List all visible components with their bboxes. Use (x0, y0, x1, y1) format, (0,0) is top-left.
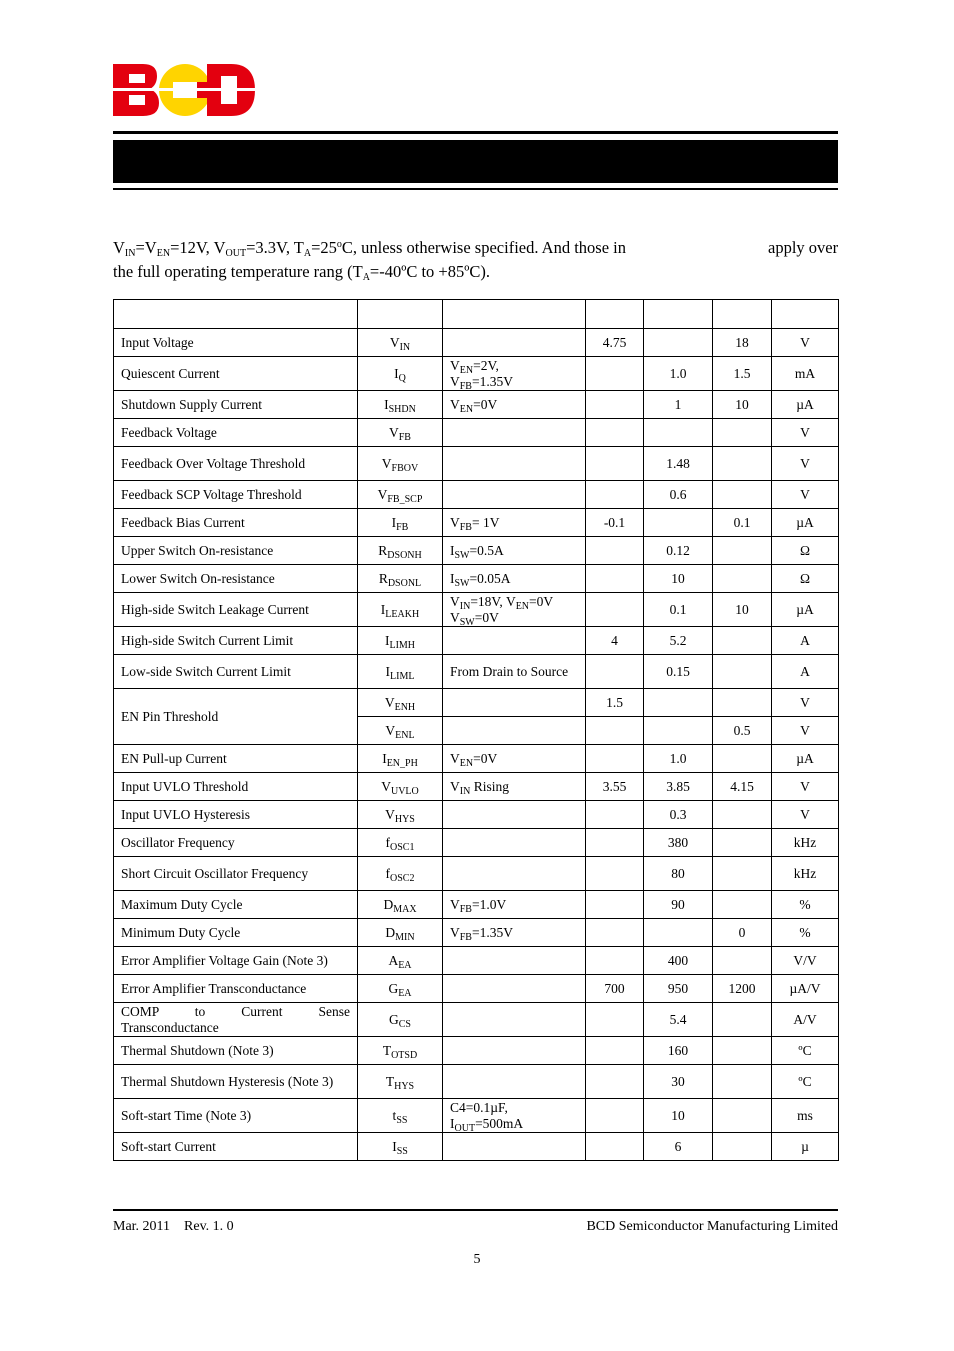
cell-symbol: $I_{FB}$ (358, 509, 443, 537)
cell-max (713, 1065, 772, 1099)
cell-parameter: EN Pin Threshold (114, 689, 358, 745)
cell-typ: 1.0 (644, 357, 713, 391)
cell-min (586, 1003, 644, 1037)
cell-conditions: $V_{EN}=0V$ (443, 745, 586, 773)
header-conditions (443, 300, 586, 329)
header-typ (644, 300, 713, 329)
header-min (586, 300, 644, 329)
cell-min (586, 919, 644, 947)
cell-unit: % (772, 891, 839, 919)
cell-typ: 90 (644, 891, 713, 919)
cell-max: 0.5 (713, 717, 772, 745)
cell-conditions (443, 627, 586, 655)
cell-unit: µA (772, 391, 839, 419)
cell-conditions: $V_{EN}=2V$, $V_{FB}=1.35V$ (443, 357, 586, 391)
table-row (114, 829, 839, 857)
cell-unit: ºC (772, 1037, 839, 1065)
test-conditions (113, 236, 843, 284)
cell-conditions (443, 1065, 586, 1099)
cell-parameter: Minimum Duty Cycle (114, 919, 358, 947)
cell-symbol: $V_{HYS}$ (358, 801, 443, 829)
table-row (114, 919, 839, 947)
cell-parameter: Short Circuit Oscillator Frequency (114, 857, 358, 891)
cell-conditions: $V_{EN}=0V$ (443, 391, 586, 419)
table-row (114, 357, 839, 391)
table-row (114, 509, 839, 537)
table-row (114, 447, 839, 481)
cell-typ: 3.85 (644, 773, 713, 801)
cell-conditions (443, 975, 586, 1003)
cell-min (586, 655, 644, 689)
cell-conditions (443, 801, 586, 829)
cell-unit: kHz (772, 829, 839, 857)
cell-symbol: $V_{FBOV}$ (358, 447, 443, 481)
cell-symbol: $G_{EA}$ (358, 975, 443, 1003)
table-row (114, 481, 839, 509)
cell-parameter: Soft-start Current (114, 1133, 358, 1161)
table-row (114, 329, 839, 357)
cell-min: 4.75 (586, 329, 644, 357)
cell-max: 1.5 (713, 357, 772, 391)
header-symbol (358, 300, 443, 329)
cell-min (586, 1133, 644, 1161)
cell-parameter: Error Amplifier Transconductance (114, 975, 358, 1003)
table-row (114, 391, 839, 419)
cell-symbol: $G_{CS}$ (358, 1003, 443, 1037)
cell-typ: 0.6 (644, 481, 713, 509)
table-row (114, 593, 839, 627)
conditions-line1-tail: apply over (768, 238, 839, 257)
cell-min: -0.1 (586, 509, 644, 537)
cell-symbol: $A_{EA}$ (358, 947, 443, 975)
cell-symbol: $I_{LIML}$ (358, 655, 443, 689)
cell-unit: Ω (772, 565, 839, 593)
cell-conditions (443, 829, 586, 857)
cell-typ: 400 (644, 947, 713, 975)
cell-parameter: Soft-start Time (Note 3) (114, 1099, 358, 1133)
cell-min: 1.5 (586, 689, 644, 717)
table-row (114, 565, 839, 593)
cell-parameter: Feedback Bias Current (114, 509, 358, 537)
conditions-line2: the full operating temperature rang ($T_A=-40ºC$ to +85ºC). (113, 262, 490, 283)
cell-conditions (443, 947, 586, 975)
electrical-characteristics-table (113, 299, 839, 1161)
bcd-logo (113, 64, 255, 116)
cell-parameter: COMP to Current Sense Transconductance (114, 1003, 358, 1037)
cell-conditions: $I_{SW}=0.5A$ (443, 537, 586, 565)
cell-typ: 1 (644, 391, 713, 419)
table-row (114, 1003, 839, 1037)
cell-conditions: $V_{FB}=1.35V$ (443, 919, 586, 947)
table-row (114, 689, 839, 717)
cell-symbol: $V_{ENH}$ (358, 689, 443, 717)
cell-min: 4 (586, 627, 644, 655)
header-rule-lower (113, 188, 838, 190)
cell-typ: 10 (644, 1099, 713, 1133)
cell-conditions: $V_{IN}=18V$, $V_{EN}=0V$ $V_{SW}=0V$ (443, 593, 586, 627)
cell-parameter: Low-side Switch Current Limit (114, 655, 358, 689)
header-black-band (113, 140, 838, 183)
cell-conditions (443, 1133, 586, 1161)
table-row (114, 947, 839, 975)
cell-conditions (443, 447, 586, 481)
cell-parameter: Error Amplifier Voltage Gain (Note 3) (114, 947, 358, 975)
cell-parameter: Oscillator Frequency (114, 829, 358, 857)
cell-max (713, 947, 772, 975)
cell-unit: µA (772, 593, 839, 627)
table-row (114, 857, 839, 891)
cell-typ (644, 329, 713, 357)
cell-min (586, 419, 644, 447)
cell-typ: 380 (644, 829, 713, 857)
cell-typ: 1.0 (644, 745, 713, 773)
cell-typ (644, 689, 713, 717)
cell-unit: V (772, 419, 839, 447)
cell-symbol: $f_{OSC2}$ (358, 857, 443, 891)
cell-conditions (443, 329, 586, 357)
cell-parameter: Feedback Voltage (114, 419, 358, 447)
cell-min (586, 717, 644, 745)
cell-max (713, 745, 772, 773)
cell-unit: V (772, 689, 839, 717)
cell-min (586, 947, 644, 975)
cell-unit: ºC (772, 1065, 839, 1099)
cell-unit: A/V (772, 1003, 839, 1037)
cell-parameter: High-side Switch Current Limit (114, 627, 358, 655)
cell-unit: µ (772, 1133, 839, 1161)
cell-unit: µA/V (772, 975, 839, 1003)
table-row (114, 745, 839, 773)
cell-max (713, 447, 772, 481)
cell-symbol: $V_{FB}$ (358, 419, 443, 447)
cell-conditions (443, 481, 586, 509)
cell-unit: V (772, 447, 839, 481)
cell-typ: 80 (644, 857, 713, 891)
cell-unit: mA (772, 357, 839, 391)
header-rule (113, 131, 838, 134)
footer-date-revision: Mar. 2011 Rev. 1. 0 (113, 1219, 234, 1234)
cell-max (713, 1037, 772, 1065)
cell-unit: µA (772, 509, 839, 537)
cell-conditions (443, 717, 586, 745)
cell-max (713, 891, 772, 919)
cell-min (586, 593, 644, 627)
cell-typ: 10 (644, 565, 713, 593)
cell-parameter: Input Voltage (114, 329, 358, 357)
cell-symbol: $D_{MAX}$ (358, 891, 443, 919)
cell-symbol: $V_{UVLO}$ (358, 773, 443, 801)
cell-typ: 0.1 (644, 593, 713, 627)
cell-parameter: Input UVLO Threshold (114, 773, 358, 801)
cell-parameter: EN Pull-up Current (114, 745, 358, 773)
cell-unit: Ω (772, 537, 839, 565)
cell-max: 10 (713, 391, 772, 419)
cell-parameter: Quiescent Current (114, 357, 358, 391)
cell-parameter: Shutdown Supply Current (114, 391, 358, 419)
cell-typ: 0.3 (644, 801, 713, 829)
cell-min (586, 745, 644, 773)
cell-max: 10 (713, 593, 772, 627)
cell-conditions (443, 419, 586, 447)
cell-max (713, 419, 772, 447)
footer-company: BCD Semiconductor Manufacturing Limited (586, 1219, 838, 1234)
cell-conditions: $V_{FB}=1.0V$ (443, 891, 586, 919)
table-row (114, 773, 839, 801)
cell-parameter: Feedback SCP Voltage Threshold (114, 481, 358, 509)
cell-max (713, 627, 772, 655)
cell-symbol: $I_Q$ (358, 357, 443, 391)
cell-conditions: $I_{SW}=0.05A$ (443, 565, 586, 593)
cell-conditions (443, 1003, 586, 1037)
cell-min: 700 (586, 975, 644, 1003)
cell-conditions (443, 857, 586, 891)
cell-parameter: Upper Switch On-resistance (114, 537, 358, 565)
cell-typ (644, 717, 713, 745)
cell-max (713, 857, 772, 891)
cell-typ: 30 (644, 1065, 713, 1099)
cell-min (586, 857, 644, 891)
cell-unit: kHz (772, 857, 839, 891)
cell-typ: 6 (644, 1133, 713, 1161)
cell-unit: ms (772, 1099, 839, 1133)
cell-typ (644, 419, 713, 447)
table-row (114, 801, 839, 829)
cell-max: 18 (713, 329, 772, 357)
cell-max (713, 801, 772, 829)
cell-conditions: $V_{IN}$ Rising (443, 773, 586, 801)
table-row (114, 975, 839, 1003)
cell-unit: V (772, 801, 839, 829)
cell-unit: V (772, 773, 839, 801)
cell-parameter: Input UVLO Hysteresis (114, 801, 358, 829)
cell-unit: V (772, 329, 839, 357)
cell-unit: V (772, 717, 839, 745)
table-header-row (114, 300, 839, 329)
cell-min (586, 537, 644, 565)
cell-max (713, 655, 772, 689)
cell-min (586, 1099, 644, 1133)
cell-unit: V/V (772, 947, 839, 975)
cell-max (713, 537, 772, 565)
cell-parameter: Maximum Duty Cycle (114, 891, 358, 919)
cell-max: 0.1 (713, 509, 772, 537)
cell-conditions (443, 1037, 586, 1065)
cell-typ (644, 509, 713, 537)
footer-rule (113, 1209, 838, 1211)
cell-min (586, 1065, 644, 1099)
table-row (114, 627, 839, 655)
cell-symbol: $R_{DSONH}$ (358, 537, 443, 565)
cell-symbol: $I_{SHDN}$ (358, 391, 443, 419)
cell-conditions: $V_{FB}= 1V$ (443, 509, 586, 537)
cell-max (713, 1003, 772, 1037)
cell-min (586, 891, 644, 919)
cell-min (586, 391, 644, 419)
cell-typ: 160 (644, 1037, 713, 1065)
cell-unit: V (772, 481, 839, 509)
cell-max (713, 481, 772, 509)
table-row (114, 537, 839, 565)
cell-max: 4.15 (713, 773, 772, 801)
cell-max (713, 689, 772, 717)
cell-min (586, 565, 644, 593)
table-row (114, 1065, 839, 1099)
cell-typ: 0.12 (644, 537, 713, 565)
cell-unit: % (772, 919, 839, 947)
cell-conditions: From Drain to Source (443, 655, 586, 689)
cell-symbol: $T_{HYS}$ (358, 1065, 443, 1099)
cell-symbol: $V_{FB\_SCP}$ (358, 481, 443, 509)
cell-symbol: $V_{IN}$ (358, 329, 443, 357)
cell-parameter: High-side Switch Leakage Current (114, 593, 358, 627)
cell-typ: 5.2 (644, 627, 713, 655)
cell-parameter: Thermal Shutdown Hysteresis (Note 3) (114, 1065, 358, 1099)
cell-typ: 950 (644, 975, 713, 1003)
cell-parameter: Thermal Shutdown (Note 3) (114, 1037, 358, 1065)
cell-symbol: $I_{LEAKH}$ (358, 593, 443, 627)
cell-min (586, 447, 644, 481)
cell-conditions (443, 689, 586, 717)
cell-unit: A (772, 655, 839, 689)
cell-parameter: Feedback Over Voltage Threshold (114, 447, 358, 481)
cell-max: 0 (713, 919, 772, 947)
cell-typ: 1.48 (644, 447, 713, 481)
table-row (114, 891, 839, 919)
cell-typ: 5.4 (644, 1003, 713, 1037)
cell-max (713, 1099, 772, 1133)
header-parameter (114, 300, 358, 329)
table-row (114, 1037, 839, 1065)
table-row (114, 1133, 839, 1161)
cell-symbol: $I_{LIMH}$ (358, 627, 443, 655)
cell-symbol: $I_{SS}$ (358, 1133, 443, 1161)
cell-symbol: $T_{OTSD}$ (358, 1037, 443, 1065)
table-row (114, 655, 839, 689)
cell-min (586, 801, 644, 829)
cell-unit: µA (772, 745, 839, 773)
cell-max (713, 565, 772, 593)
cell-min (586, 1037, 644, 1065)
table-row (114, 1099, 839, 1133)
header-unit (772, 300, 839, 329)
cell-min (586, 481, 644, 509)
cell-typ: 0.15 (644, 655, 713, 689)
cell-symbol: $f_{OSC1}$ (358, 829, 443, 857)
cell-max (713, 829, 772, 857)
cell-symbol: $V_{ENL}$ (358, 717, 443, 745)
cell-symbol: $D_{MIN}$ (358, 919, 443, 947)
header-max (713, 300, 772, 329)
cell-symbol: $t_{SS}$ (358, 1099, 443, 1133)
cell-max (713, 1133, 772, 1161)
cell-unit: A (772, 627, 839, 655)
cell-symbol: $R_{DSONL}$ (358, 565, 443, 593)
page-number: 5 (473, 1252, 481, 1267)
table-row (114, 419, 839, 447)
cell-conditions: C4=0.1µF, $I_{OUT}=500mA$ (443, 1099, 586, 1133)
cell-min: 3.55 (586, 773, 644, 801)
cell-min (586, 829, 644, 857)
conditions-line1: $V_{IN}=V_{EN}=12V$, $V_{OUT}=3.3V$, $T_A=25^oC$, unless otherwise specified. And those in (113, 238, 627, 259)
cell-typ (644, 919, 713, 947)
cell-symbol: $I_{EN\_PH}$ (358, 745, 443, 773)
cell-min (586, 357, 644, 391)
cell-max: 1200 (713, 975, 772, 1003)
cell-parameter: Lower Switch On-resistance (114, 565, 358, 593)
